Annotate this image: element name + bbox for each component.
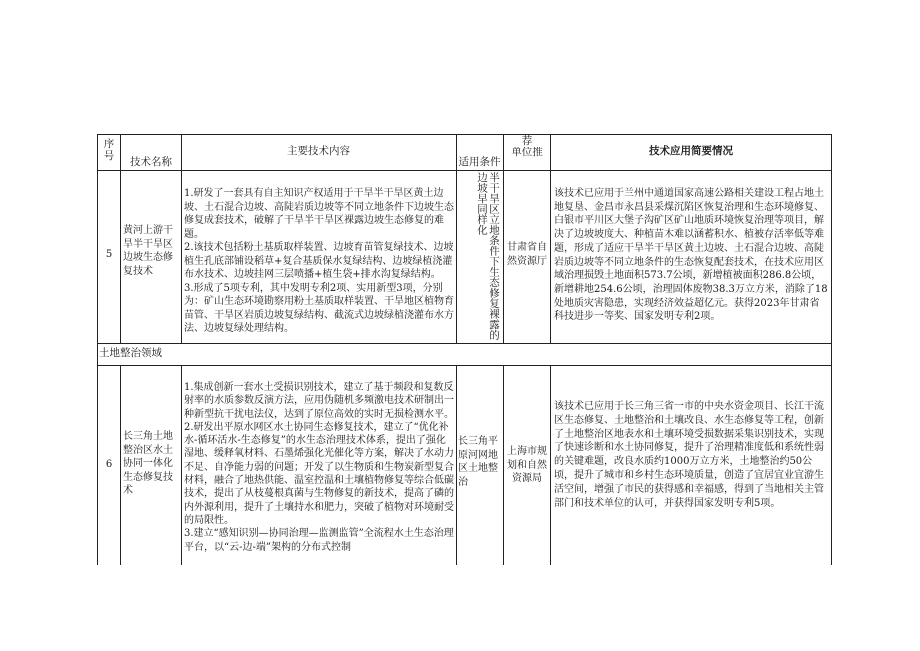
col-divider-5-row6 — [550, 365, 551, 565]
table-right-border — [831, 134, 832, 565]
row6-conditions: 长三角平原河网地区土地整治 — [458, 436, 498, 488]
row5-content-item-3: 3.形成了5项专利，其中发明专利2项、实用新型3项，分别为：矿山生态环境勘察用粉土基质取样装置、干旱地区植物育苗管、干旱区岩质边坡复绿结构、截流式边坡绿植浇灌布水方法、边坡复绿处理结构。 — [184, 282, 454, 334]
row5-seq: 5 — [105, 249, 113, 260]
row5-conditions: 半干旱区立地条件下生态修复裸露的边坡早同样化 — [476, 172, 500, 340]
header-recommender-top: 荐 — [521, 135, 533, 147]
header-name: 技术名称 — [130, 156, 172, 168]
row5-content-item-1: 1.研发了一套具有自主知识产权适用于干旱半干旱区黄土边坡、土石混合边坡、高陡岩质边坡等不同立地条件下边坡生态修复成套技术，破解了干旱半干旱区裸露边坡生态修复的难题。 — [184, 188, 454, 240]
row5-recommender: 甘肃省自然资源厅 — [507, 242, 547, 267]
row6-content-item-1: 1.集成创新一套水土受损识别技术，建立了基于频段和复数反射率的水质参数反演方法，应用伪随机多频激电技术研制出一种新型抗干扰电法仪，达到了原位高效的实时无损检测水平。 — [184, 382, 454, 420]
col-divider-2-row6 — [181, 365, 182, 565]
row6-content-item-2: 2.研发出平原水网区水土协同生态修复技术，建立了“优化补水-循环活水-生态修复”的水生态治理技术体系，提出了强化湿地、缓释氧材料、石墨烯强化光催化等方案，解决了水动力不足、自净能力弱的问题；开发了以生物质和生物炭新型复合材料，融合了地热供能、温室控温和土壤植物修复等综合低碳技术，提出了从枝蔓根真菌与生物修复的新技术，提高了磷的内外源利用，提升了土壤持水和肥力，突破了植物对环境耐受的局限性。 — [184, 421, 454, 526]
header-seq: 序号 — [103, 138, 115, 162]
col-divider-3-row6 — [456, 365, 457, 565]
row6-seq: 6 — [105, 459, 113, 470]
col-divider-5 — [550, 134, 551, 343]
col-divider-4 — [503, 134, 504, 343]
row5-content-item-2: 2.该技术包括粉土基质取样装置、边坡育苗管复绿技术、边坡植生孔底部铺设稻草+复合基质保水复绿结构、边坡绿植浇灌布水技术、边坡挂网三层喷播+植生袋+排水沟复绿结构。 — [184, 242, 454, 280]
row5-bottom-border — [97, 343, 832, 344]
table-left-border — [97, 134, 98, 565]
header-recommender-bottom: 单位推 — [511, 147, 543, 158]
section-bottom-border — [97, 365, 832, 366]
section-land-consolidation: 土地整治领域 — [99, 347, 162, 359]
header-conditions: 适用条件 — [458, 156, 501, 168]
row6-name: 长三角土地整治区水土协同一体化生态修复技术 — [123, 431, 173, 496]
table-top-border — [97, 134, 832, 135]
row6-recommender: 上海市规划和自然资源局 — [507, 446, 547, 484]
col-divider-1-row6 — [120, 365, 121, 565]
header-summary: 技术应用简要情况 — [649, 145, 733, 157]
row6-content — [184, 381, 454, 554]
col-divider-2 — [181, 134, 182, 343]
row5-content — [184, 187, 454, 336]
row5-summary: 该技术已应用于兰州中通道国家高速公路相关建设工程占地土地复垦、金昌市永昌县采煤沉陷区恢复治理和生态环境修复、白银市平川区大堡子沟矿区矿山地质环境恢复治理等项目，解决了边坡坡度大、种植苗木难以涵蓄积水、植被存活率低等难题，形成了适应干旱半干旱区黄土边坡、土石混合边坡、高陡岩质边坡等不同立地条件的生态恢复配套技术，在技术应用区域治理损毁土地面积573.7公顷，新增植被面积286.8公顷，新增耕地254.6公顷，治理固体废物38.3万立方米，消除了18处地质灾害隐患，实现经济效益超亿元。获得2023年甘肃省科技进步一等奖、国家发明专利2项。 — [554, 188, 828, 323]
header-content: 主要技术内容 — [287, 145, 350, 157]
row5-name: 黄河上游干旱半干旱区边坡生态修复技术 — [123, 225, 173, 277]
col-divider-4-row6 — [503, 365, 504, 565]
row6-summary: 该技术已应用于长三角三省一市的中央水资金项目、长江干流区生态修复、土地整治和土壤改良、水生态修复等工程，创新了土地整治区地表水和土壤环境受损数据采集识别技术，实现了快速诊断和水土协同修复，提升了治理精准度低和系统性弱的关键难题，改良水质约1000万立方米，土地整治约50公顷，提升了城市和乡村生态环境质量，创造了宜居宜业宜游生活空间，增强了市民的获得感和幸福感，得到了当地相关主管部门和技术单位的认可，并获得国家发明专利5项。 — [554, 401, 824, 509]
header-bottom-border — [97, 170, 832, 171]
row6-content-item-3: 3.建立“感知识别—协同治理—监测监管”全流程水土生态治理平台，以“云-边-端”架构的分布式控制 — [184, 528, 454, 553]
